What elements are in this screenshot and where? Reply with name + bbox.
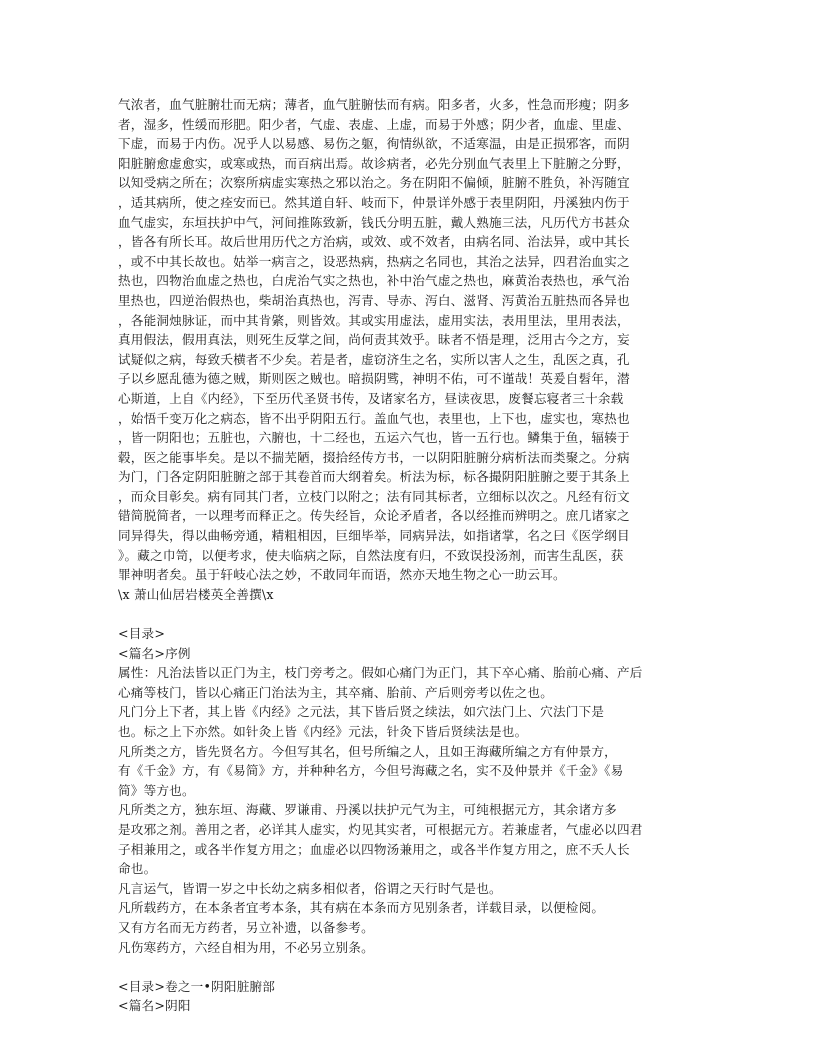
- text-line: ，适其病所，使之痊安而已。然其道自轩、岐而下，仲景详外感于表里阴阳，丹溪独内伤于: [118, 194, 630, 210]
- text-line: 有《千金》方，有《易简》方，并种种名方，今但号海藏之名，实不及仲景并《千金》《易: [118, 763, 624, 779]
- text-line: 凡所载药方，在本条者宜考本条，其有病在本条而方见别条者，详载目录，以便检阅。: [118, 900, 605, 916]
- text-line: ，或不中其长故也。姑举一病言之，设恶热病，热病之名同也，其治之法异，四君治血实之: [118, 253, 630, 269]
- text-line: 阳脏腑愈虚愈实，或寒或热，而百病出焉。故诊病者，必先分别血气表里上下脏腑之分野，: [118, 155, 630, 171]
- text-line: 也。标之上下亦然。如针灸上皆《内经》元法，针灸下皆后贤续法是也。: [118, 724, 528, 739]
- text-line: 血气虚实，东垣扶护中气，河间推陈致新，钱氏分明五脏，戴人熟施三法，凡历代方书甚众: [118, 214, 630, 230]
- section-title-yinyang: <篇名>阴阳: [118, 998, 191, 1014]
- text-line: 凡所类之方，独东垣、海藏、罗谦甫、丹溪以扶护元气为主，可纯根据元方，其余诸方多: [118, 802, 617, 818]
- text-line: 气浓者，血气脏腑壮而无病；薄者，血气脏腑怯而有病。阳多者，火多，性急而形瘦；阴多: [118, 97, 630, 112]
- text-line: ，各能洞烛脉证，而中其肯綮，则皆效。其或实用虚法，虚用实法，表用里法，里用表法，: [118, 312, 630, 328]
- text-line: 心痛等枝门，皆以心痛正门治法为主，其卒痛、胎前、产后则旁考以佐之也。: [118, 684, 553, 700]
- text-line: 又有方名而无方药者，另立补遗，以备参考。: [118, 919, 374, 935]
- text-line: 命也。: [118, 861, 157, 877]
- text-line: ，皆一阴阳也；五脏也，六腑也，十二经也，五运六气也，皆一五行也。鳞集于鱼，辐辏于: [118, 430, 630, 446]
- text-line: 凡言运气，皆谓一岁之中长幼之病多相似者，俗谓之天行时气是也。: [118, 880, 502, 896]
- text-line: 凡门分上下者，其上皆《内经》之元法，其下皆后贤之续法，如穴法门上、穴法门下是: [118, 704, 605, 720]
- text-line: 下虚，而易于内伤。况乎人以易感、易伤之躯，徇情纵欲，不适寒温，由是正损邪客，而阴: [118, 136, 630, 152]
- text-line: 是攻邪之剂。善用之者，必详其人虚实，灼见其实者，可根据元方。若兼虚者，气虚必以四君: [118, 821, 643, 837]
- text-line: 凡伤寒药方，六经自相为用，不必另立别条。: [118, 939, 374, 955]
- text-line: ，始悟千变万化之病态，皆不出乎阴阳五行。盖血气也，表里也，上下也，虚实也，寒热也: [118, 410, 630, 426]
- section-gap: [118, 604, 702, 624]
- text-line: ，而众目彰矣。病有同其门者，立枝门以附之；法有同其标者，立细标以次之。凡经有衍文: [118, 488, 630, 504]
- section-title: <篇名>序例: [118, 645, 191, 661]
- text-line: 罪神明者矣。虽于轩岐心法之妙，不敢同年而语，然亦天地生物之心一助云耳。: [118, 567, 566, 583]
- preface-text: [118, 95, 702, 585]
- text-line: 凡所类之方，皆先贤名方。今但写其名，但号所编之人，且如王海藏所编之方有仲景方，: [118, 743, 617, 759]
- toc-heading-volume-1: <目录>卷之一•阴阳脏腑部: [118, 978, 276, 994]
- text-line: 子相兼用之，或各半作复方用之；血虚必以四物汤兼用之，或各半作复方用之，庶不夭人长: [118, 841, 630, 857]
- text-line: 简》等方也。: [118, 782, 195, 798]
- text-line: 同异得失，得以曲畅旁通，精粗相因，巨细毕举，同病异法，如指诸掌，名之曰《医学纲目: [118, 528, 630, 544]
- text-line: 心斯道，上自《内经》，下至历代圣贤书传，及诸家名方，昼读夜思，废餐忘寝者三十余载: [118, 390, 624, 406]
- text-line: 属性：凡治法皆以正门为主，枝门旁考之。假如心痛门为正门，其下卒心痛、胎前心痛、产后: [118, 665, 643, 681]
- text-line: 热也，四物治血虚之热也，白虎治气实之热也，补中治气虚之热也，麻黄治表热也，承气治: [118, 273, 630, 289]
- text-line: 者，湿多，性缓而形肥。阳少者，气虚、表虚、上虚，而易于外感；阴少者，血虚、里虚、: [118, 116, 630, 132]
- toc-heading: <目录>: [118, 626, 166, 642]
- text-line: 》。藏之巾笥，以便考求，使夫临病之际，自然法度有归，不致误投汤剂，而害生乱医，获: [118, 547, 624, 563]
- text-line: 里热也，四逆治假热也，柴胡治真热也，泻青、导赤、泻白、滋肾、泻黄治五脏热而各异也: [118, 292, 630, 308]
- text-line: 错简脱简者，一以理考而释正之。传失经旨，众论矛盾者，各以经推而辨明之。庶几诸家之: [118, 508, 630, 524]
- text-line: 试疑似之病，每致夭横者不少矣。若是者，虚窃济生之名，实所以害人之生，乱医之真，孔: [118, 351, 630, 367]
- text-line: 毂，医之能事毕矣。是以不揣芜陋，掇拾经传方书，一以阴阳脏腑分病析法而类聚之。分病: [118, 449, 630, 465]
- text-line: 以知受病之所在；次察所病虚实寒热之邪以治之。务在阴阳不偏倾，脏腑不胜负，补泻随宜: [118, 175, 630, 191]
- document-page: [118, 95, 702, 1016]
- author-signature: \x 萧山仙居岩楼英全善撰\x: [118, 586, 274, 602]
- text-line: 真用假法，假用真法，则死生反掌之间，尚何责其效乎。昧者不悟是理，泛用古今之方，妄: [118, 332, 630, 348]
- section-gap: [118, 957, 702, 977]
- text-line: ，皆各有所长耳。故后世用历代之方治病，或效、或不效者，由病名同、治法异，或中其长: [118, 234, 630, 250]
- rules-text: [118, 663, 702, 957]
- text-line: 为门，门各定阴阳脏腑之部于其卷首而大纲着矣。析法为标，标各撮阴阳脏腑之要于其条上: [118, 469, 630, 485]
- text-line: 子以乡愿乱德为德之贼，斯则医之贼也。暗损阴骘，神明不佑，可不谨哉！英爰自髫年，潜: [118, 371, 630, 387]
